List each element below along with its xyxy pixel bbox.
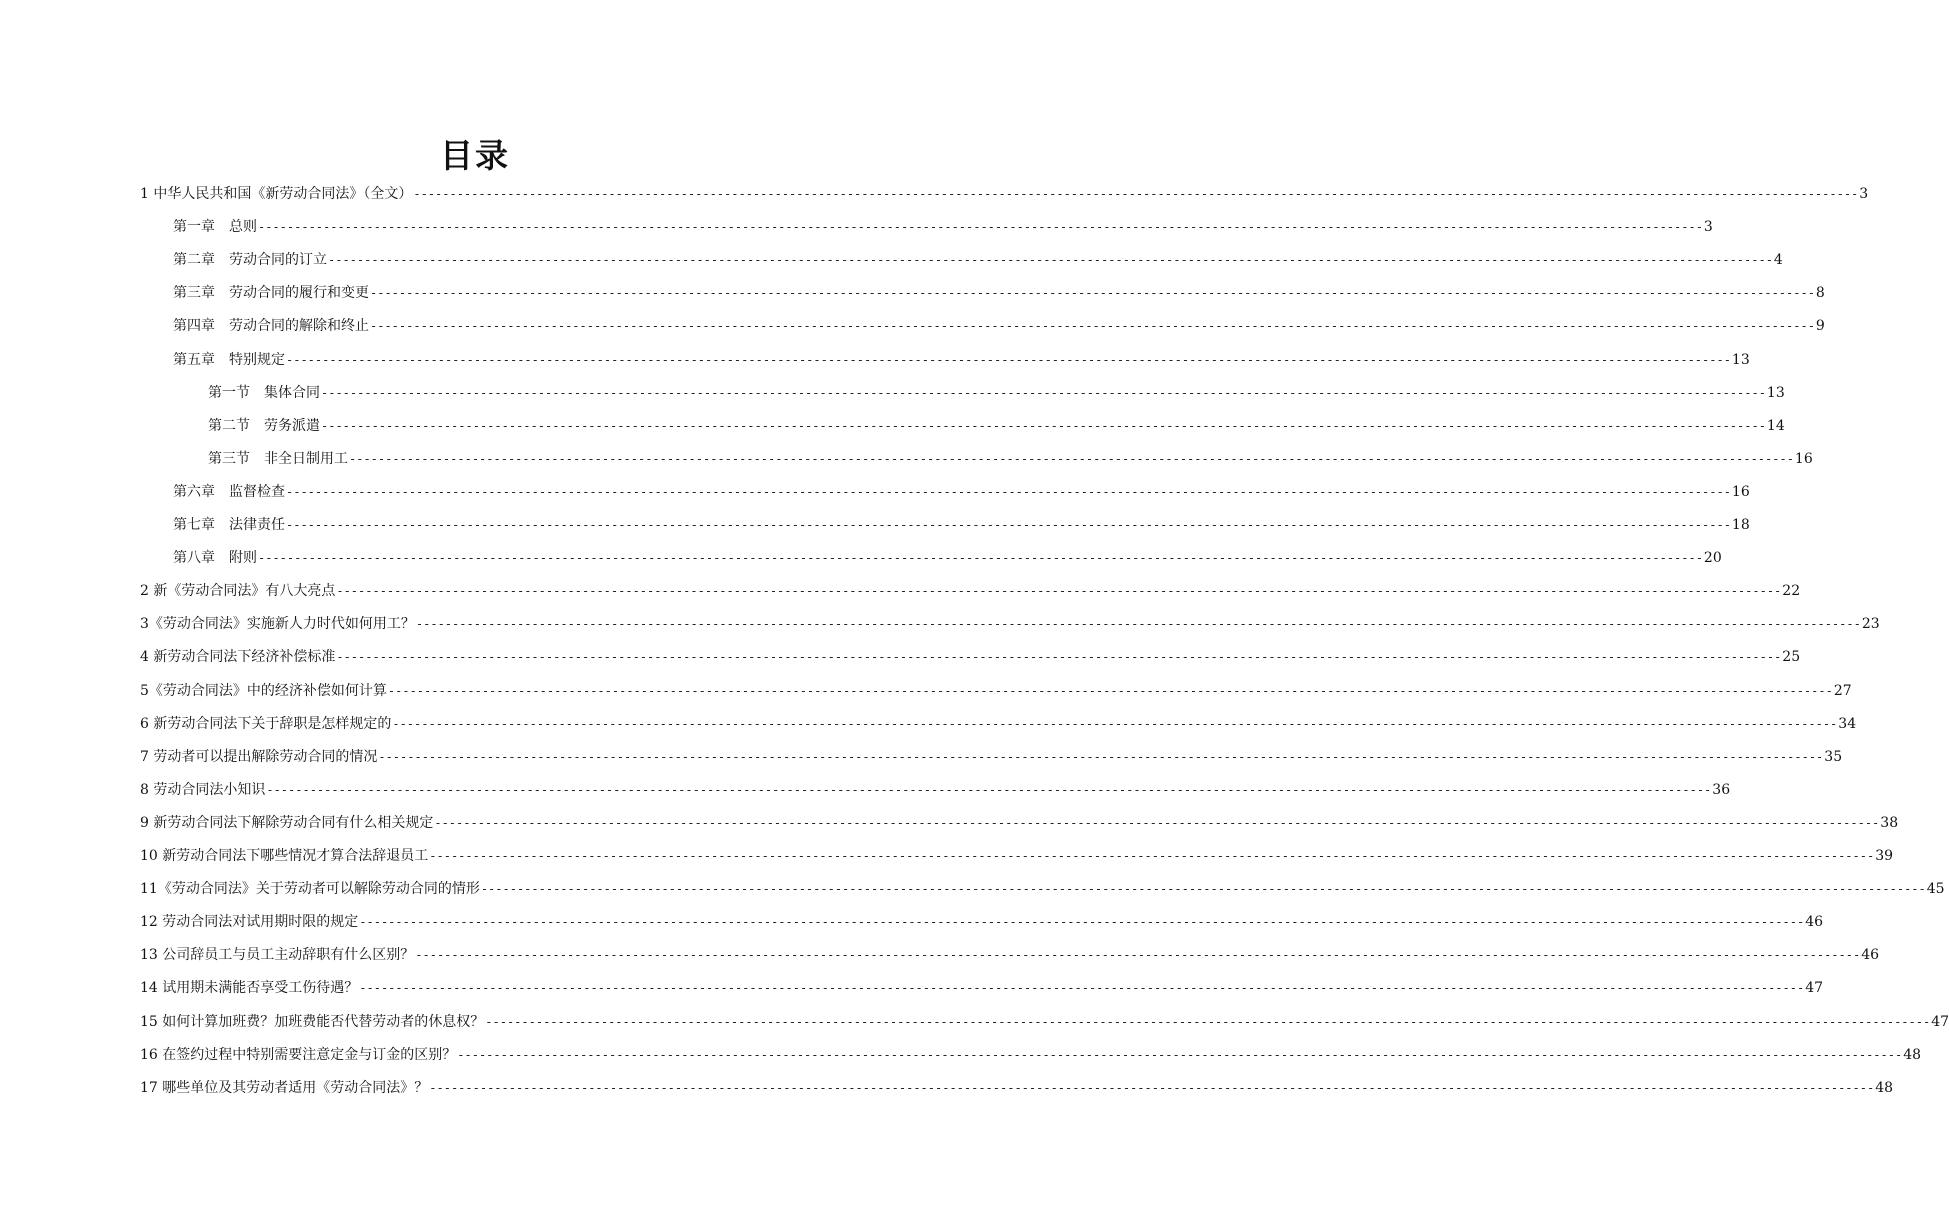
- toc-entry-label: 12 劳动合同法对试用期时限的规定: [140, 914, 359, 930]
- toc-entry-label: 8 劳动合同法小知识: [140, 782, 266, 798]
- toc-entry-page-number: 4: [1773, 252, 1783, 268]
- toc-entry[interactable]: [140, 976, 1824, 1000]
- toc-entry-label: 第三节 非全日制用工: [208, 451, 348, 467]
- toc-entry[interactable]: [140, 612, 1880, 636]
- toc-leader-dashes: --------------------------------------------------------------------------------------------------------------------------------------------------------------------------------------------------------: [321, 419, 1766, 433]
- toc-entry-page-number: 3: [1859, 186, 1869, 202]
- toc-entry[interactable]: [140, 877, 1945, 901]
- toc-entry-page-number: 18: [1731, 517, 1750, 533]
- toc-entry-page-number: 38: [1880, 815, 1899, 831]
- toc-leader-dashes: --------------------------------------------------------------------------------------------------------------------------------------------------------------------------------------------------------: [359, 981, 1805, 995]
- toc-leader-dashes: --------------------------------------------------------------------------------------------------------------------------------------------------------------------------------------------------------: [321, 386, 1766, 400]
- toc-entry[interactable]: [140, 579, 1801, 603]
- toc-leader-dashes: --------------------------------------------------------------------------------------------------------------------------------------------------------------------------------------------------------: [415, 948, 1861, 962]
- toc-entry[interactable]: [173, 546, 1722, 570]
- toc-entry[interactable]: [208, 381, 1785, 405]
- toc-leader-dashes: --------------------------------------------------------------------------------------------------------------------------------------------------------------------------------------------------------: [370, 319, 1815, 333]
- toc-leader-dashes: --------------------------------------------------------------------------------------------------------------------------------------------------------------------------------------------------------: [415, 617, 1861, 631]
- toc-entry-label: 3《劳动合同法》实施新人力时代如何用工？: [140, 616, 415, 632]
- toc-entry-page-number: 14: [1766, 418, 1785, 434]
- toc-entry[interactable]: [140, 943, 1880, 967]
- toc-entry-label: 15 如何计算加班费？加班费能否代替劳动者的休息权？: [140, 1014, 485, 1030]
- toc-entry-page-number: 27: [1833, 683, 1852, 699]
- toc-leader-dashes: --------------------------------------------------------------------------------------------------------------------------------------------------------------------------------------------------------: [392, 717, 1838, 731]
- toc-leader-dashes: --------------------------------------------------------------------------------------------------------------------------------------------------------------------------------------------------------: [359, 915, 1805, 929]
- toc-entry-label: 6 新劳动合同法下关于辞职是怎样规定的: [140, 716, 392, 732]
- toc-entry-label: 第八章 附则: [173, 550, 257, 566]
- toc-entry-page-number: 39: [1875, 848, 1894, 864]
- toc-leader-dashes: --------------------------------------------------------------------------------------------------------------------------------------------------------------------------------------------------------: [457, 1048, 1903, 1062]
- toc-entry-page-number: 20: [1703, 550, 1722, 566]
- toc-entry[interactable]: [140, 844, 1894, 868]
- toc-leader-dashes: --------------------------------------------------------------------------------------------------------------------------------------------------------------------------------------------------------: [429, 1081, 1875, 1095]
- toc-entry-page-number: 3: [1703, 219, 1713, 235]
- toc-entry-page-number: 23: [1861, 616, 1880, 632]
- toc-entry[interactable]: [140, 910, 1824, 934]
- toc-entry-label: 第五章 特别规定: [173, 352, 285, 368]
- toc-leader-dashes: --------------------------------------------------------------------------------------------------------------------------------------------------------------------------------------------------------: [429, 849, 1875, 863]
- toc-title: 目录: [440, 136, 510, 175]
- toc-entry-label: 10 新劳动合同法下哪些情况才算合法辞退员工: [140, 848, 429, 864]
- toc-entry[interactable]: [140, 679, 1852, 703]
- toc-entry-page-number: 9: [1815, 318, 1825, 334]
- toc-entry-page-number: 34: [1838, 716, 1857, 732]
- toc-entry-label: 第二节 劳务派遣: [208, 418, 320, 434]
- toc-entry[interactable]: [173, 480, 1750, 504]
- toc-leader-dashes: --------------------------------------------------------------------------------------------------------------------------------------------------------------------------------------------------------: [480, 882, 1926, 896]
- toc-entry-page-number: 13: [1731, 352, 1750, 368]
- toc-leader-dashes: --------------------------------------------------------------------------------------------------------------------------------------------------------------------------------------------------------: [336, 584, 1782, 598]
- toc-entry-page-number: 8: [1815, 285, 1825, 301]
- toc-entry-label: 7 劳动者可以提出解除劳动合同的情况: [140, 749, 378, 765]
- toc-leader-dashes: --------------------------------------------------------------------------------------------------------------------------------------------------------------------------------------------------------: [266, 783, 1712, 797]
- toc-entry-label: 4 新劳动合同法下经济补偿标准: [140, 649, 336, 665]
- toc-leader-dashes: --------------------------------------------------------------------------------------------------------------------------------------------------------------------------------------------------------: [258, 220, 1703, 234]
- toc-entry[interactable]: [173, 314, 1825, 338]
- toc-leader-dashes: --------------------------------------------------------------------------------------------------------------------------------------------------------------------------------------------------------: [485, 1015, 1931, 1029]
- toc-entry[interactable]: [173, 215, 1713, 239]
- toc-entry[interactable]: [173, 248, 1783, 272]
- toc-entry-page-number: 16: [1794, 451, 1813, 467]
- toc-entry-page-number: 47: [1931, 1014, 1949, 1030]
- toc-entry[interactable]: [140, 712, 1857, 736]
- toc-entry-page-number: 22: [1782, 583, 1801, 599]
- toc-entry[interactable]: [140, 645, 1801, 669]
- toc-entry-label: 第二章 劳动合同的订立: [173, 252, 327, 268]
- toc-entry-page-number: 35: [1824, 749, 1843, 765]
- toc-entry-label: 5《劳动合同法》中的经济补偿如何计算: [140, 683, 387, 699]
- toc-entry-label: 第三章 劳动合同的履行和变更: [173, 285, 369, 301]
- toc-leader-dashes: --------------------------------------------------------------------------------------------------------------------------------------------------------------------------------------------------------: [286, 518, 1731, 532]
- toc-entry-label: 第一节 集体合同: [208, 385, 320, 401]
- toc-entry[interactable]: [173, 348, 1750, 372]
- toc-entry[interactable]: [140, 1010, 1949, 1034]
- toc-leader-dashes: --------------------------------------------------------------------------------------------------------------------------------------------------------------------------------------------------------: [413, 187, 1859, 201]
- toc-leader-dashes: --------------------------------------------------------------------------------------------------------------------------------------------------------------------------------------------------------: [286, 485, 1731, 499]
- toc-entry[interactable]: [140, 182, 1869, 206]
- toc-leader-dashes: --------------------------------------------------------------------------------------------------------------------------------------------------------------------------------------------------------: [286, 353, 1731, 367]
- toc-entry-page-number: 46: [1861, 947, 1880, 963]
- toc-leader-dashes: --------------------------------------------------------------------------------------------------------------------------------------------------------------------------------------------------------: [378, 750, 1824, 764]
- toc-entry[interactable]: [140, 811, 1899, 835]
- toc-entry[interactable]: [140, 778, 1731, 802]
- toc-entry-page-number: 16: [1731, 484, 1750, 500]
- toc-entry-label: 1 中华人民共和国《新劳动合同法》（全文）: [140, 186, 413, 202]
- toc-entry[interactable]: [140, 1076, 1894, 1100]
- toc-entry-label: 第六章 监督检查: [173, 484, 285, 500]
- toc-leader-dashes: --------------------------------------------------------------------------------------------------------------------------------------------------------------------------------------------------------: [258, 551, 1703, 565]
- toc-entry-page-number: 13: [1766, 385, 1785, 401]
- toc-entry-page-number: 48: [1875, 1080, 1894, 1096]
- toc-entry-label: 2 新《劳动合同法》有八大亮点: [140, 583, 336, 599]
- toc-entry-page-number: 46: [1805, 914, 1824, 930]
- toc-entry-page-number: 45: [1926, 881, 1945, 897]
- toc-entry-label: 9 新劳动合同法下解除劳动合同有什么相关规定: [140, 815, 434, 831]
- toc-entry-label: 14 试用期未满能否享受工伤待遇？: [140, 980, 359, 996]
- toc-entry[interactable]: [140, 745, 1843, 769]
- toc-entry-page-number: 48: [1903, 1047, 1922, 1063]
- toc-entry-page-number: 25: [1782, 649, 1801, 665]
- toc-leader-dashes: --------------------------------------------------------------------------------------------------------------------------------------------------------------------------------------------------------: [336, 650, 1782, 664]
- toc-entry[interactable]: [140, 1043, 1922, 1067]
- toc-entry[interactable]: [208, 447, 1813, 471]
- toc-entry-label: 第一章 总则: [173, 219, 257, 235]
- toc-entry[interactable]: [173, 513, 1750, 537]
- toc-leader-dashes: --------------------------------------------------------------------------------------------------------------------------------------------------------------------------------------------------------: [387, 684, 1833, 698]
- toc-leader-dashes: --------------------------------------------------------------------------------------------------------------------------------------------------------------------------------------------------------: [434, 816, 1880, 830]
- toc-leader-dashes: --------------------------------------------------------------------------------------------------------------------------------------------------------------------------------------------------------: [349, 452, 1794, 466]
- toc-entry-label: 11《劳动合同法》关于劳动者可以解除劳动合同的情形: [140, 881, 480, 897]
- toc-entry-page-number: 36: [1712, 782, 1731, 798]
- toc-entry-page-number: 47: [1805, 980, 1824, 996]
- toc-entry-label: 第七章 法律责任: [173, 517, 285, 533]
- toc-entry-label: 16 在签约过程中特别需要注意定金与订金的区别？: [140, 1047, 457, 1063]
- toc-entry-label: 13 公司辞员工与员工主动辞职有什么区别？: [140, 947, 415, 963]
- toc-entry-label: 17 哪些单位及其劳动者适用《劳动合同法》？: [140, 1080, 429, 1096]
- toc-entry[interactable]: [173, 281, 1825, 305]
- toc-leader-dashes: --------------------------------------------------------------------------------------------------------------------------------------------------------------------------------------------------------: [370, 286, 1815, 300]
- toc-entry[interactable]: [208, 414, 1785, 438]
- toc-leader-dashes: --------------------------------------------------------------------------------------------------------------------------------------------------------------------------------------------------------: [328, 253, 1773, 267]
- toc-entry-label: 第四章 劳动合同的解除和终止: [173, 318, 369, 334]
